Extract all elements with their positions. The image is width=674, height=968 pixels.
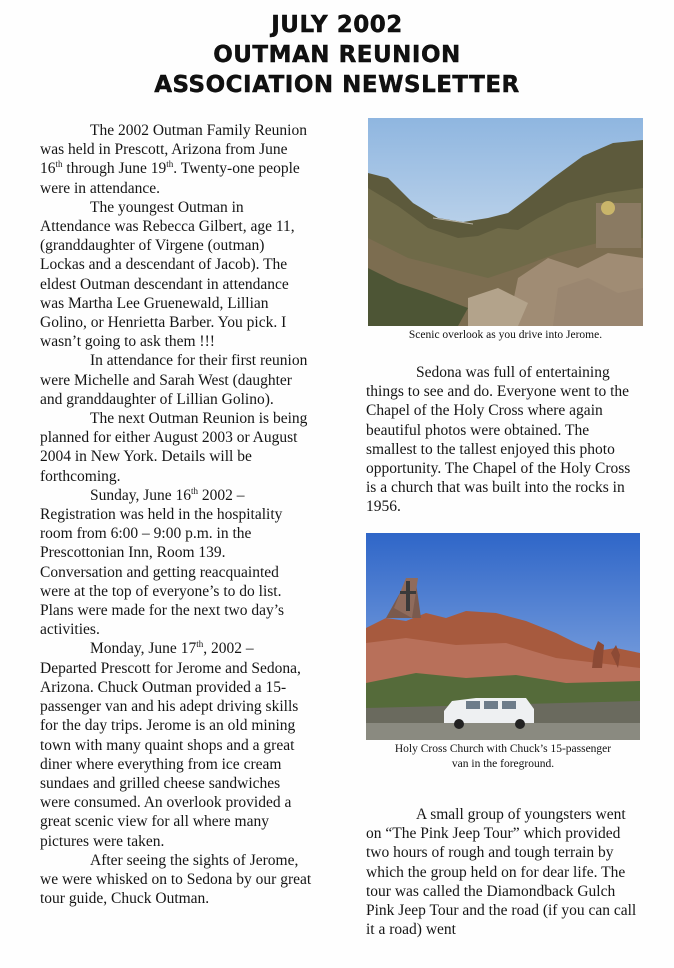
right-paragraph-sedona	[366, 363, 638, 517]
paragraph-reunion-intro: The 2002 Outman Family Reunion was held in Prescott, Arizona from June 16th through June 19th. Twenty-one people were in attendance.	[40, 122, 307, 197]
caption-holy-cross-line2: van in the foreground.	[451, 758, 555, 770]
photo-holy-cross-church	[366, 533, 640, 740]
masthead-date: JULY 2002	[271, 12, 403, 38]
photo-jerome-overlook	[368, 118, 643, 326]
left-column	[40, 121, 312, 908]
masthead-subtitle: ASSOCIATION NEWSLETTER	[154, 72, 520, 98]
masthead	[0, 10, 674, 100]
caption-jerome-overlook: Scenic overlook as you drive into Jerome.	[408, 329, 603, 341]
paragraph-sunday: Sunday, June 16th 2002 – Registration was held in the hospitality room from 6:00 – 9:00 p.m. in the Prescottonian Inn, Room 139. Conversation and getting reacquainted were at the top of everyone’s to do list. Plans were made for the next two day’s activities.	[40, 485, 285, 639]
paragraph-sedona: Sedona was full of entertaining things to see and do. Everyone went to the Chapel of the Holy Cross where again beautiful photos were obtained. The smallest to the tallest enjoyed this photo opportunity. The Chapel of the Holy Cross is a church that was built into the rocks in 1956.	[366, 364, 631, 516]
paragraph-sedona-transfer: After seeing the sights of Jerome, we were whisked on to Sedona by our great tour guide, Chuck Outman.	[40, 851, 312, 908]
photo-jerome-overlook-image	[368, 118, 643, 326]
paragraph-attendees-age: The youngest Outman in Attendance was Rebecca Gilbert, age 11, (granddaughter of Virgene (outman) Lockas and a descendant of Jacob). The eldest Outman descendant in attendance was Martha Lee Gruenewald, Lillian Golino, or Henrietta Barber. You pick. I wasn’t going to ask them !!!	[40, 198, 295, 351]
paragraph-pink-jeep: A small group of youngsters went on “The Pink Jeep Tour” which provided two hours of rough and tough terrain by which the group held on for dear life. The tour was called the Diamondback Gulch Pink Jeep Tour and the road (if you can call it a road) went	[366, 806, 637, 939]
paragraph-first-reunion: In attendance for their first reunion were Michelle and Sarah West (daughter and granddaughter of Lillian Golino).	[40, 352, 308, 408]
paragraph-next-reunion: The next Outman Reunion is being planned for either August 2003 or August 2004 in New York. Details will be forthcoming.	[40, 410, 308, 485]
masthead-title: OUTMAN REUNION	[213, 42, 461, 68]
right-paragraph-pink-jeep	[366, 805, 638, 939]
paragraph-monday: Monday, June 17th, 2002 – Departed Prescott for Jerome and Sedona, Arizona. Chuck Outman provided a 15-passenger van and his adept driving skills for the day trips. Jerome is an old mining town with many quaint shops and a great diner where everything from ice cream sundaes and grilled cheese sandwiches were consumed. An overlook provided a great scenic view for all where many pictures were taken.	[40, 639, 301, 850]
photo-holy-cross-church-image	[366, 533, 640, 740]
caption-holy-cross-line1: Holy Cross Church with Chuck’s 15-passenger	[394, 743, 612, 755]
caption-holy-cross-church	[366, 742, 640, 772]
